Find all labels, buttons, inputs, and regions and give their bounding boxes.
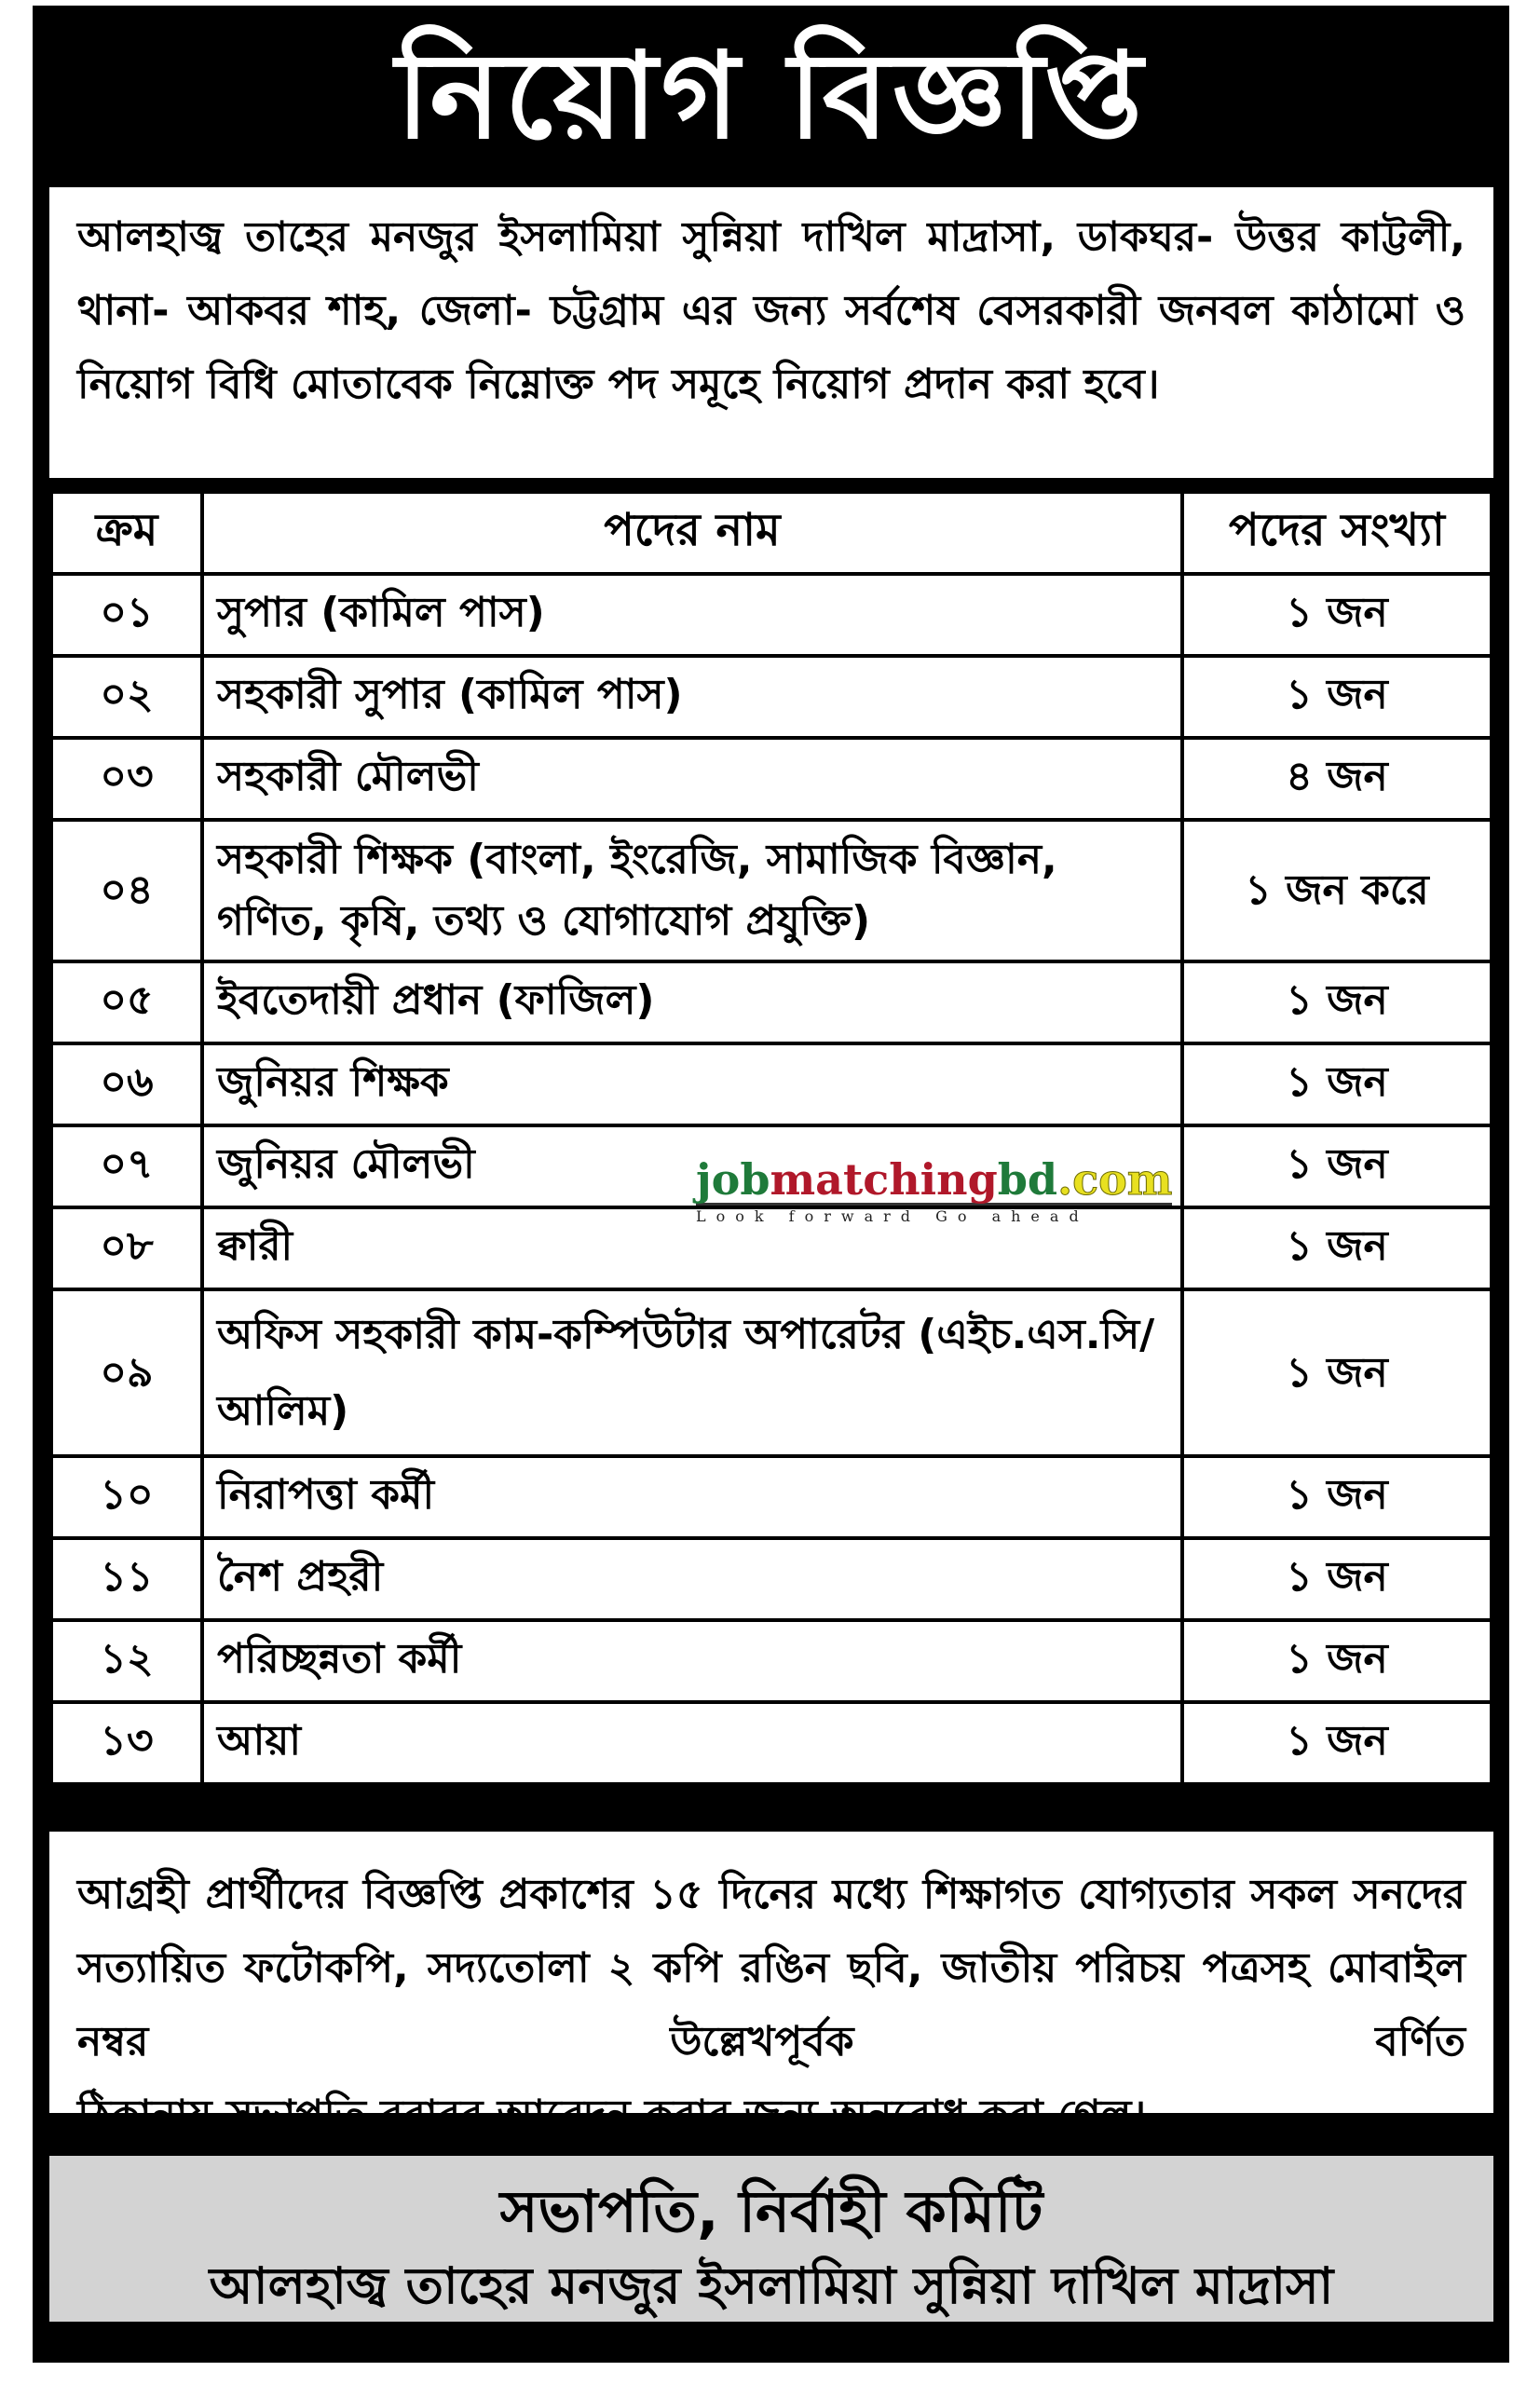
posts-table	[49, 490, 1493, 1786]
row-post-count: ১ জন	[1182, 1620, 1492, 1702]
signature-block	[49, 2156, 1493, 2322]
row-serial: ০৫	[51, 961, 202, 1043]
row-post-count: ১ জন	[1182, 1456, 1492, 1538]
row-post-count: ১ জন	[1182, 1538, 1492, 1620]
table-row	[51, 1456, 1492, 1538]
row-post-count: ১ জন	[1182, 1043, 1492, 1125]
table-row	[51, 738, 1492, 820]
row-post-count: ১ জন	[1182, 574, 1492, 656]
row-serial: ০৪	[51, 820, 202, 961]
row-serial: ০৬	[51, 1043, 202, 1125]
row-post-name: আয়া	[202, 1702, 1182, 1784]
row-post-count: ১ জন	[1182, 961, 1492, 1043]
row-post-count: ১ জন	[1182, 656, 1492, 738]
table-header-row	[51, 492, 1492, 574]
row-post-name: নৈশ প্রহরী	[202, 1538, 1182, 1620]
table-row	[51, 1620, 1492, 1702]
table-row	[51, 1043, 1492, 1125]
row-post-name: ক্বারী	[202, 1207, 1182, 1289]
application-instructions	[49, 1832, 1493, 2139]
row-serial: ১১	[51, 1538, 202, 1620]
row-post-name: অফিস সহকারী কাম-কম্পিউটার অপারেটর (এইচ.এস.সি/আলিম)	[202, 1289, 1182, 1456]
row-serial: ০৮	[51, 1207, 202, 1289]
row-serial: ১০	[51, 1456, 202, 1538]
row-post-count: ১ জন	[1182, 1125, 1492, 1207]
row-post-name: জুনিয়র শিক্ষক	[202, 1043, 1182, 1125]
watermark-logo: jobmatchingbd.com	[696, 1154, 1173, 1205]
intro-paragraph: আলহাজ্ব তাহের মনজুর ইসলামিয়া সুন্নিয়া দাখিল মাদ্রাসা, ডাকঘর- উত্তর কাট্টলী, থানা- আকবর শাহ, জেলা- চট্টগ্রাম এর জন্য সর্বশেষ বেসরকারী জনবল কাঠামো ও নিয়োগ বিধি মোতাবেক নিম্নোক্ত পদ সমূহে নিয়োগ প্রদান করা হবে।	[49, 187, 1493, 478]
header-serial: ক্রম	[51, 492, 202, 574]
row-serial: ০৭	[51, 1125, 202, 1207]
signatory-organization: আলহাজ্ব তাহের মনজুর ইসলামিয়া সুন্নিয়া দাখিল মাদ্রাসা	[209, 2256, 1334, 2315]
row-post-count: ১ জন করে	[1182, 820, 1492, 961]
row-serial: ০৩	[51, 738, 202, 820]
row-post-count: ১ জন	[1182, 1207, 1492, 1289]
notice-frame	[33, 6, 1509, 2363]
table-row	[51, 961, 1492, 1043]
signatory-title: সভাপতি, নির্বাহী কমিটি	[499, 2177, 1043, 2245]
table-row	[51, 1289, 1492, 1456]
watermark-tagline: Look forward Go ahead	[696, 1207, 1089, 1225]
instructions-last-line: ঠিকানায় সভাপতি বরাবর আবেদন করার জন্য অনুরোধ করা গেল।	[77, 2092, 1147, 2139]
row-post-name: নিরাপত্তা কর্মী	[202, 1456, 1182, 1538]
table-row	[51, 820, 1492, 961]
row-post-name: ইবতেদায়ী প্রধান (ফাজিল)	[202, 961, 1182, 1043]
title-band	[33, 6, 1509, 183]
row-post-name: সহকারী মৌলভী	[202, 738, 1182, 820]
jobmatchingbd-watermark	[696, 1156, 1180, 1225]
row-serial: ০২	[51, 656, 202, 738]
instructions-main: আগ্রহী প্রার্থীদের বিজ্ঞপ্তি প্রকাশের ১৫ দিনের মধ্যে শিক্ষাগত যোগ্যতার সকল সনদের সত্যায়িত ফটোকপি, সদ্যতোলা ২ কপি রঙিন ছবি, জাতীয় পরিচয় পত্রসহ মোবাইল নম্বর উল্লেখপূর্বক বর্ণিত	[77, 1871, 1465, 2065]
row-post-count: ১ জন	[1182, 1702, 1492, 1784]
row-serial: ০১	[51, 574, 202, 656]
row-post-name: সহকারী সুপার (কামিল পাস)	[202, 656, 1182, 738]
row-post-name: সুপার (কামিল পাস)	[202, 574, 1182, 656]
notice-title: নিয়োগ বিজ্ঞপ্তি	[395, 27, 1147, 166]
row-post-name: জুনিয়র মৌলভী	[202, 1125, 1182, 1207]
table-row	[51, 656, 1492, 738]
table-row	[51, 1538, 1492, 1620]
header-post-count: পদের সংখ্যা	[1182, 492, 1492, 574]
row-post-count: ৪ জন	[1182, 738, 1492, 820]
row-serial: ১৩	[51, 1702, 202, 1784]
row-post-name: পরিচ্ছন্নতা কর্মী	[202, 1620, 1182, 1702]
table-row	[51, 1702, 1492, 1784]
row-serial: ০৯	[51, 1289, 202, 1456]
row-post-name: সহকারী শিক্ষক (বাংলা, ইংরেজি, সামাজিক বিজ্ঞান, গণিত, কৃষি, তথ্য ও যোগাযোগ প্রযুক্তি)	[202, 820, 1182, 961]
table-row	[51, 574, 1492, 656]
row-post-count: ১ জন	[1182, 1289, 1492, 1456]
row-serial: ১২	[51, 1620, 202, 1702]
header-post-name: পদের নাম	[202, 492, 1182, 574]
